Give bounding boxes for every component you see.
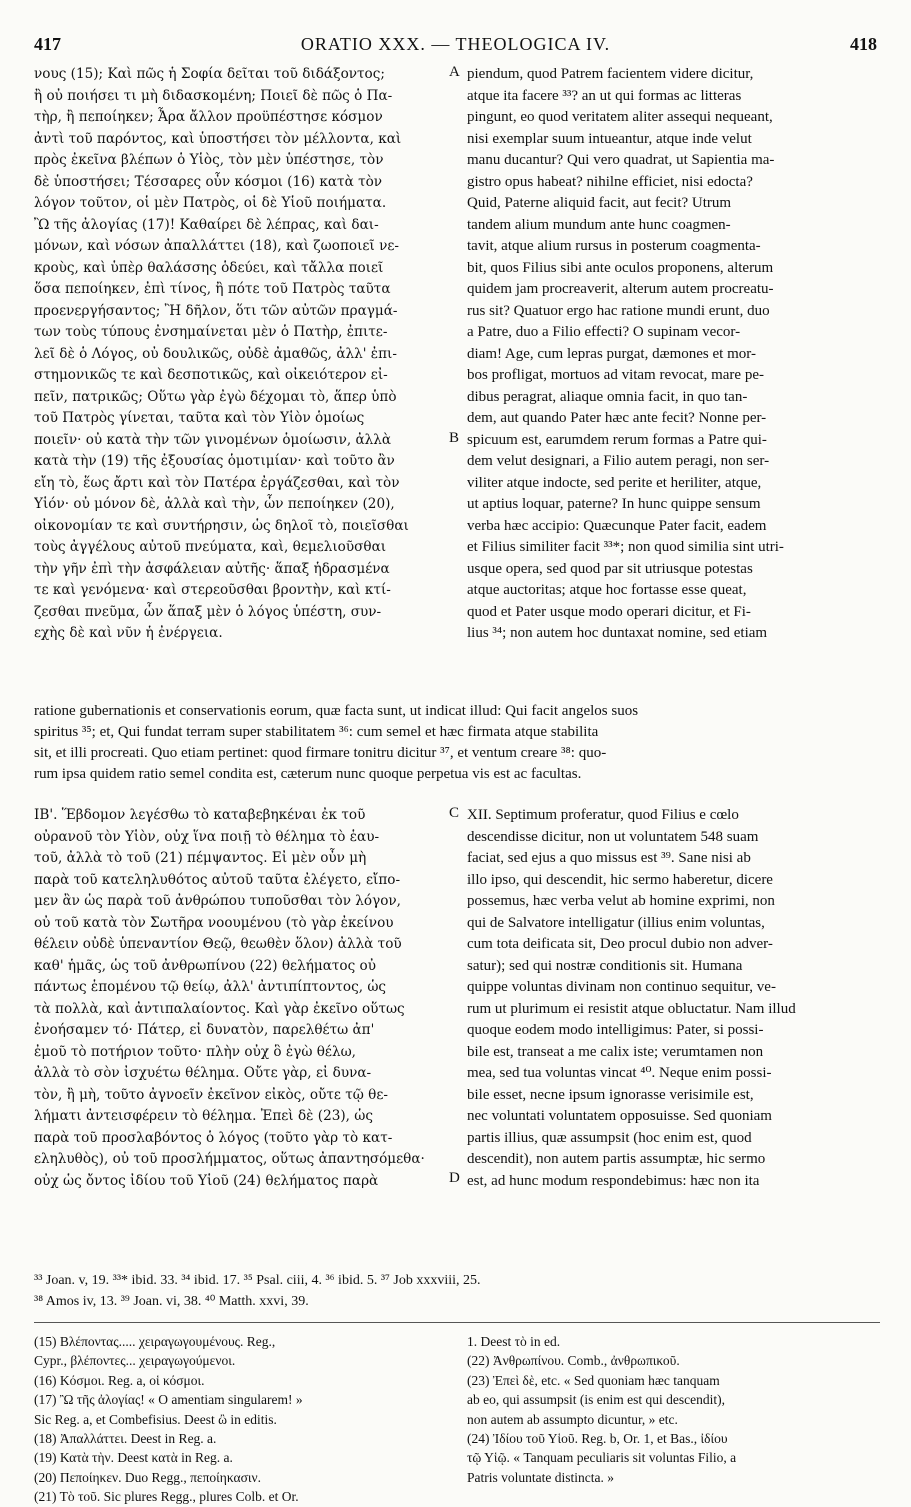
text-line: tandem alium mundum ante hunc coagmen-	[467, 216, 731, 233]
text-line: μόνων, καὶ νόσων ἀπαλλάττει (18), καὶ ζωοποιεῖ νε-	[34, 238, 399, 254]
text-line: (21) Τὸ τοῦ. Sic plures Regg., plures Colb. et Or.	[34, 1489, 299, 1505]
text-line: ut aptius loquar, paterne? In hunc quippe sensum	[467, 496, 761, 512]
text-line: οὐχ ὡς ὄντος ἰδίου τοῦ Υἱοῦ (24) θελήματος παρὰ	[34, 1172, 379, 1189]
text-line: atque auctoritas; atque hoc fortasse esse queat,	[467, 582, 747, 598]
text-line: Cypr., βλέποντες... χειραγωγούμενοι.	[34, 1353, 236, 1369]
text-line: ab eo, qui assumpsit (is enim est qui descendit),	[467, 1392, 725, 1408]
text-line: θέλειν οὐδὲ ὑπεναντίον Θεῷ, θεωθὲν ὅλον) ἀλλὰ τοῦ	[34, 936, 402, 952]
text-line: μεν ἂν ὡς παρὰ τοῦ ἀνθρώπου τυποῦσθαι τὸν λόγον,	[34, 893, 401, 909]
page-header	[34, 34, 877, 60]
text-line: καθ' ἡμᾶς, ὡς τοῦ ἀνθρωπίνου (22) θελήματος οὐ	[34, 957, 376, 974]
text-line: est, ad hunc modum respondebimus: hæc non ita	[467, 1172, 760, 1189]
margin-marker-b: B	[449, 430, 460, 446]
text-line: κροὺς, καὶ ὑπὲρ θαλάσσης ὁδεύει, καὶ τἄλλα ποιεῖ	[34, 259, 384, 276]
text-line: τοὺς ἀγγέλους αὐτοῦ πνεύματα, καὶ, θεμελιοῦσθαι	[34, 539, 387, 555]
text-line: ἢ οὐ ποιήσει τι μὴ διδασκομένη; Ποιεῖ δὲ πῶς ὁ Πα-	[34, 87, 393, 104]
text-line: τὴρ, ἢ πεποίηκεν; Ἆρα ἄλλον προϋπέστησε κόσμον	[34, 109, 383, 125]
text-line: τοῦ, ἀλλὰ τὸ τοῦ (21) πέμψαντος. Εἰ μὲν οὖν μὴ	[34, 850, 367, 866]
running-title: ORATIO XXX. — THEOLOGICA IV.	[300, 34, 611, 54]
page-number-left: 417	[34, 34, 61, 54]
text-line: τὸν, ἢ μὴ, τοῦτο ἀγνοεῖν ἐκεῖνον εἰκὸς, οὔτε τῷ θε-	[34, 1086, 388, 1103]
text-line: dibus peragrat, aliaque omnia facit, in quo tan-	[467, 388, 748, 405]
text-line: (17) Ὢ τῆς ἀλογίας! « O amentiam singularem! »	[34, 1392, 303, 1408]
text-line: λεῖ δὲ ὁ Λόγος, οὐ δουλικῶς, οὐδὲ ἀμαθῶς, ἀλλ' ἐπι-	[34, 345, 397, 362]
text-line: στημονικῶς τε καὶ δεσποτικῶς, καὶ οἰκειότερον εἰ-	[34, 367, 388, 383]
latin-column-top	[467, 64, 879, 645]
text-line: spiritus ³⁵; et, Qui fundat terram super stabilitatem ³⁶: cum semel et hæc firmata atque stabilita	[34, 724, 599, 740]
text-line: rum ipsa quidem ratio semel condita est, cæterum nunc quoque perpetua vis est ac facultas.	[34, 766, 582, 782]
text-line: atque ita facere ³³? an ut qui formas ac litteras	[467, 87, 742, 104]
text-line: quod et Pater usque modo operari dicitur, et Fi-	[467, 603, 751, 620]
text-line: Υἱόν· οὐ μόνον δὲ, ἀλλὰ καὶ τὴν, ὧν πεποίηκεν (20),	[34, 496, 395, 512]
text-line: ἐνοήσαμεν τό· Πάτερ, εἰ δυνατὸν, παρελθέτω ἀπ'	[34, 1022, 375, 1038]
text-line: δὲ ὑποστήσει; Τέσσαρες οὖν κόσμοι (16) κατὰ τὸν	[34, 173, 383, 190]
text-line: (18) Ἀπαλλάττει. Deest in Reg. a.	[34, 1431, 217, 1447]
text-line: ὅσα πεποίηκεν, ἐπὶ τίνος, ἢ πότε τοῦ Πατρὸς ταῦτα	[34, 281, 391, 297]
text-line: nec voluntati voluntatem opposuisse. Sed quoniam	[467, 1108, 772, 1124]
text-line: οὐ τοῦ κατὰ τὸν Σωτῆρα νοουμένου (τὸ γὰρ ἐκείνου	[34, 914, 394, 931]
text-line: et Filius similiter facit ³³*; non quod similia sint utri-	[467, 539, 784, 555]
text-line: spicuum est, earumdem rerum formas a Patre qui-	[467, 431, 767, 448]
scripture-references	[34, 1270, 880, 1312]
text-line: quippe voluntas divinam non continuo sequitur, ve-	[467, 979, 776, 995]
page-number-right: 418	[850, 34, 877, 54]
text-line: satur); sed qui nostræ conditionis sit. Humana	[467, 957, 743, 974]
text-line: quoque eodem modo intelligimus: Pater, si possi-	[467, 1022, 764, 1038]
notes-divider	[34, 1322, 880, 1323]
text-line: (20) Πεποίηκεν. Duo Regg., πεποίηκασιν.	[34, 1469, 262, 1485]
text-line: usque opera, sed quod par sit utriusque potestas	[467, 560, 753, 577]
text-line: a Patre, duo a Filio effecti? O supinam vecor-	[467, 324, 741, 340]
text-line: lius ³⁴; non autem hoc duntaxat nomine, sed etiam	[467, 625, 768, 641]
text-line: τὰ πολλὰ, καὶ ἀντιπαλαίοντος. Καὶ γὰρ ἐκεῖνο οὕτως	[34, 1000, 405, 1017]
text-line: qui de Salvatore intelligatur (illius enim voluntas,	[467, 914, 765, 931]
text-line: πάντως ἑπομένου τῷ θείῳ, ἀλλ' ἀντιπίπτοντος, ὡς	[34, 979, 387, 995]
text-line: bit, quos Filius sibi ante oculos proponens, alterum	[467, 259, 774, 276]
latin-column-bottom	[467, 805, 879, 1192]
text-line: ἀντὶ τοῦ παρόντος, καὶ ὑποστήσει τὸν μέλλοντα, καὶ	[34, 130, 402, 147]
text-line: 1. Deest τὸ in ed.	[467, 1334, 561, 1349]
text-line: descendisse dicitur, non ut voluntatem 548 suam	[467, 828, 759, 845]
text-line: descendit), non autem partis assumptæ, hic sermo	[467, 1151, 766, 1167]
text-line: XII. Septimum proferatur, quod Filius e cœlo	[467, 807, 739, 823]
text-line: diam! Age, cum lepras purgat, dæmones et mor-	[467, 345, 756, 362]
full-width-latin	[34, 701, 880, 785]
text-line: (22) Ἀνθρωπίνου. Comb., ἀνθρωπικοῦ.	[467, 1353, 680, 1369]
text-line: (23) Ἐπεὶ δὲ, etc. « Sed quoniam hæc tanquam	[467, 1372, 720, 1388]
text-line: rum ut plurimum ei resistit atque obluctatur. Nam illud	[467, 1000, 796, 1017]
text-line: τοῦ Πατρὸς γίνεται, ταῦτα καὶ τὸν Υἱὸν ὁμοίως	[34, 410, 365, 426]
text-line: τὴν γῆν ἐπὶ τὴν ἀσφάλειαν αὐτῆς· ἅπαξ ἡδρασμένα	[34, 560, 390, 577]
text-line: (24) Ἰδίου τοῦ Υἱοῦ. Reg. b, Or. 1, et Bas., ἰδίου	[467, 1431, 728, 1447]
text-line: λόγον τοῦτον, οἱ μὲν Πατρὸς, οἱ δὲ Υἱοῦ ποιήματα.	[34, 195, 387, 211]
critical-notes-left	[34, 1332, 446, 1507]
text-line: ζεσθαι πνεῦμα, ὧν ἅπαξ μὲν ὁ λόγος ὑπέστη, συν-	[34, 603, 382, 620]
text-line: verba hæc accipio: Quæcunque Pater facit, eadem	[467, 517, 767, 534]
text-line: εἴη τὸ, ἕως ἄρτι καὶ τὸν Πατέρα ἐργάζεσθαι, καὶ τὸν	[34, 474, 400, 491]
margin-marker-d: D	[449, 1170, 460, 1186]
text-line: faciat, sed ejus a quo missus est ³⁹. Sane nisi ab	[467, 850, 751, 866]
text-line: Patris voluntate distincta. »	[467, 1469, 614, 1485]
text-line: λήματι ἀντεισφέρειν τὸ θέλημα. Ἐπεὶ δὲ (23), ὡς	[34, 1108, 374, 1124]
text-line: Ὢ τῆς ἀλογίας (17)! Καθαίρει δὲ λέπρας, καὶ δαι-	[34, 216, 379, 233]
critical-notes-right	[467, 1332, 879, 1487]
text-line: rus sit? Quatuor ergo hac ratione mundi erunt, duo	[467, 302, 770, 319]
text-line: ³³ Joan. v, 19. ³³* ibid. 33. ³⁴ ibid. 17. ³⁵ Psal. ciii, 4. ³⁶ ibid. 5. ³⁷ Job xxxviii, 25.	[34, 1273, 481, 1288]
text-line: bos profligat, mortuos ad vitam revocat, mare pe-	[467, 367, 764, 383]
text-line: gistro opus habeat? nihilne efficiet, nisi edocta?	[467, 173, 753, 190]
text-line: dem velut designari, a Filio autem peragi, non ser-	[467, 453, 770, 469]
text-line: εληλυθὸς), οὐ τοῦ προσλήμματος, οὕτως ἀπαντησόμεθα·	[34, 1151, 425, 1167]
text-line: dem, aut quando Pater hæc ante fecit? Nonne per-	[467, 410, 767, 426]
text-line: Quid, Paterne aliquid facit, aut fecit? Utrum	[467, 195, 732, 211]
text-line: κατὰ τὴν (19) τῆς ἐξουσίας ὁμοτιμίαν· καὶ τοῦτο ἂν	[34, 453, 395, 469]
text-line: ³⁸ Amos iv, 13. ³⁹ Joan. vi, 38. ⁴⁰ Matth. xxvi, 39.	[34, 1294, 309, 1309]
text-line: partis illius, quæ assumpsit (hoc enim est, quod	[467, 1129, 752, 1146]
text-line: παρὰ τοῦ προσλαβόντος ὁ λόγος (τοῦτο γὰρ τὸ κατ-	[34, 1129, 393, 1146]
text-line: πεῖν, πατρικῶς; Οὕτω γὰρ ἐγὼ δέχομαι τὸ, ἅπερ ὑπὸ	[34, 388, 397, 405]
text-line: piendum, quod Patrem facientem videre dicitur,	[467, 66, 754, 82]
text-line: πρὸς ἐκεῖνα βλέπων ὁ Υἱὸς, τὸν μὲν ὑπέστησε, τὸν	[34, 152, 384, 168]
text-line: illo ipso, qui descendit, hic sermo haberetur, dicere	[467, 871, 773, 888]
text-line: viliter atque indocte, sed perite et heriliter, atque,	[467, 474, 762, 491]
text-line: ratione gubernationis et conservationis eorum, quæ facta sunt, ut indicat illud: Qui facit angelos suos	[34, 703, 639, 719]
text-line: προενεργήσαντος; Ἢ δῆλον, ὅτι τῶν αὐτῶν πραγμά-	[34, 302, 398, 319]
text-line: Sic Reg. a, et Combefisius. Deest ὢ in editis.	[34, 1411, 277, 1427]
text-line: bile esset, necne ipsum ignorasse verisimile est,	[467, 1086, 754, 1103]
text-line: bile est, transeat a me calix iste; verumtamen non	[467, 1043, 764, 1060]
text-line: εχὴς δὲ καὶ νῦν ἡ ἐνέργεια.	[34, 625, 223, 641]
text-line: possemus, hæc verba velut ab homine exprimi, non	[467, 893, 775, 909]
text-line: παρὰ τοῦ κατεληλυθότος αὐτοῦ ταῦτα ἐλέγετο, εἴπο-	[34, 871, 401, 888]
text-line: (19) Κατὰ τὴν. Deest κατὰ in Reg. a.	[34, 1450, 233, 1466]
text-line: pingunt, eo quod veritatem aliter assequi nequeant,	[467, 109, 773, 125]
text-line: non autem ab assumpto dicuntur, » etc.	[467, 1411, 678, 1427]
text-line: manu ducantur? Qui vero quadrat, ut Sapientia ma-	[467, 152, 775, 168]
text-line: ποιεῖν· οὐ κατὰ τὴν τῶν γινομένων ὁμοίωσιν, ἀλλὰ	[34, 431, 392, 448]
text-line: tavit, atque alium rursus in posterum coagmenta-	[467, 238, 761, 254]
greek-column-top	[34, 64, 446, 645]
text-line: (16) Κόσμοι. Reg. a, οἱ κόσμοι.	[34, 1372, 205, 1388]
text-line: (15) Βλέποντας..... χειραγωγουμένους. Reg.,	[34, 1334, 276, 1349]
greek-column-bottom	[34, 805, 446, 1192]
text-line: sit, et illi procreati. Quo etiam pertinet: quod firmare tonitru dicitur ³⁷, et ventum creare ³⁸: quo-	[34, 745, 607, 761]
text-line: οὐρανοῦ τὸν Υἱὸν, οὐχ ἵνα ποιῇ τὸ θέλημα τὸ ἑαυ-	[34, 828, 380, 845]
text-line: mea, sed tua voluntas vincat ⁴⁰. Neque enim possi-	[467, 1065, 772, 1081]
text-line: οἰκονομίαν τε καὶ συντήρησιν, ὡς δηλοῖ τὸ, ποιεῖσθαι	[34, 517, 409, 534]
margin-marker-c: C	[449, 805, 460, 821]
text-line: τῷ Υἱῷ. « Tanquam peculiaris sit voluntas Filio, a	[467, 1450, 737, 1466]
margin-marker-a: A	[449, 64, 460, 80]
text-line: nisi exemplar suum intueantur, atque inde velut	[467, 130, 752, 147]
text-line: νους (15); Καὶ πῶς ἡ Σοφία δεῖται τοῦ διδάξοντος;	[34, 66, 385, 82]
text-line: ἀλλὰ τὸ σὸν ἰσχυέτω θέλημα. Οὔτε γὰρ, εἰ δυνα-	[34, 1065, 372, 1081]
text-line: cum tota deificata sit, Deo procul dubio non adver-	[467, 936, 773, 952]
text-line: ΙΒ'. Ἕβδομον λεγέσθω τὸ καταβεβηκέναι ἐκ τοῦ	[34, 807, 366, 823]
text-line: quidem jam procreaverit, alterum autem procreatu-	[467, 281, 774, 297]
text-line: τε καὶ γενόμενα· καὶ στερεοῦσθαι βροντὴν, καὶ κτί-	[34, 582, 391, 598]
text-line: ἐμοῦ τὸ ποτήριον τοῦτο· πλὴν οὐχ ὃ ἐγὼ θέλω,	[34, 1043, 356, 1060]
text-line: των τοὺς τύπους ἐνσημαίνεται μὲν ὁ Πατὴρ, ἐπιτε-	[34, 324, 388, 340]
